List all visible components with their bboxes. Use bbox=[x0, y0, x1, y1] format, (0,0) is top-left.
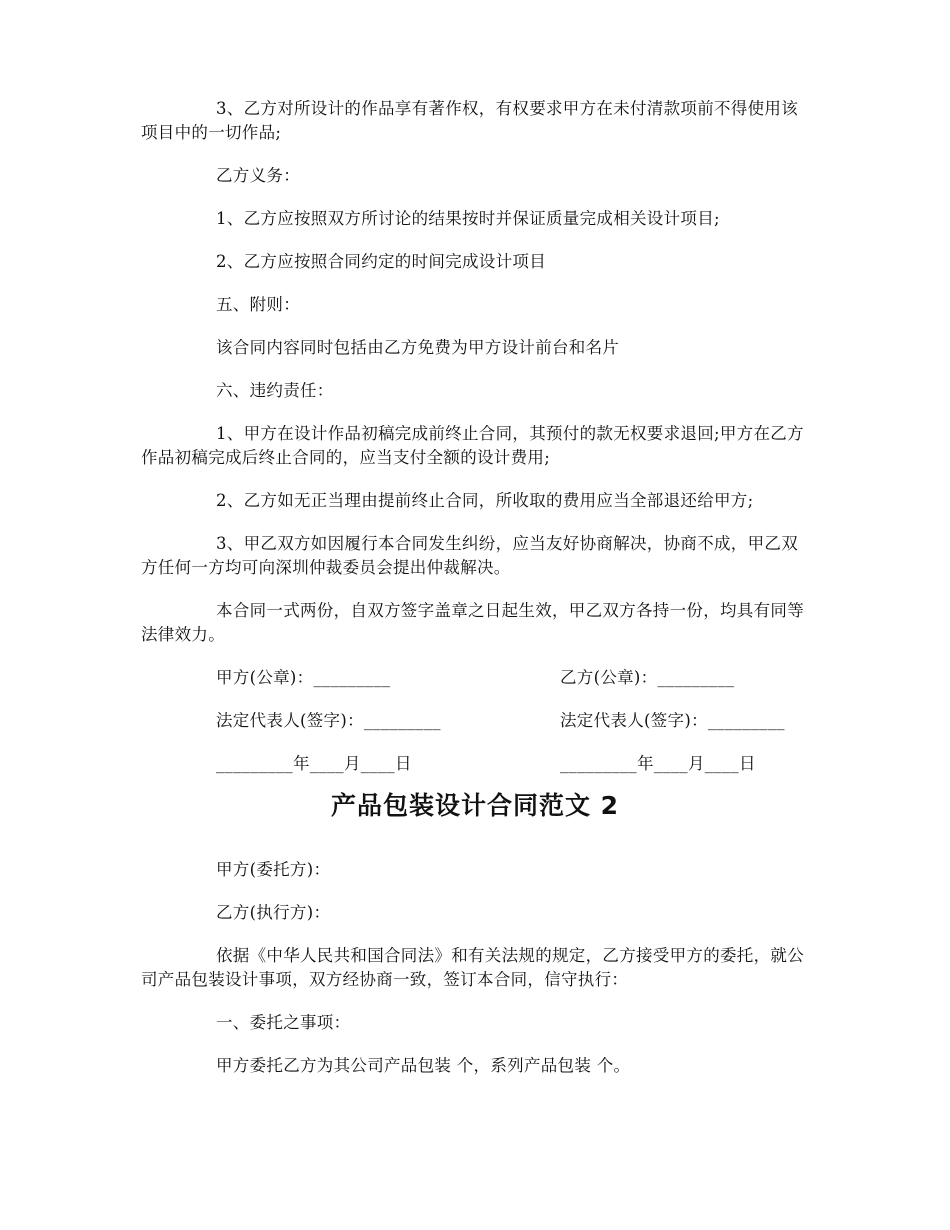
paragraph-legal-basis: 依据《中华人民共和国合同法》和有关法规的规定，乙方接受甲方的委托，就公司产品包装设计事项，双方经协商一致，签订本合同，信守执行： bbox=[141, 946, 804, 989]
party-b-representative-line: 法定代表人(签字)：_________ bbox=[560, 711, 785, 730]
paragraph-effectiveness: 本合同一式两份，自双方签字盖章之日起生效，甲乙双方各持一份，均具有同等法律效力。 bbox=[141, 601, 804, 644]
paragraph-obligation-1: 1、乙方应按照双方所讨论的结果按时并保证质量完成相关设计项目; bbox=[216, 209, 720, 228]
paragraph-party-b-executor: 乙方(执行方)： bbox=[216, 903, 331, 922]
party-a-seal-line: 甲方(公章)：_________ bbox=[216, 668, 391, 687]
paragraph-breach-3: 3、甲乙双方如因履行本合同发生纠纷，应当友好协商解决，协商不成，甲乙双方任何一方均可向深圳仲裁委员会提出仲裁解决。 bbox=[141, 534, 798, 577]
heading-party-b-obligations: 乙方义务： bbox=[216, 166, 300, 185]
section-title: 产品包装设计合同范文 2 bbox=[330, 791, 620, 820]
party-b-seal-line: 乙方(公章)：_________ bbox=[560, 668, 735, 687]
paragraph-entrusted-matters: 甲方委托乙方为其公司产品包装 个，系列产品包装 个。 bbox=[216, 1056, 631, 1075]
paragraph-breach-1: 1、甲方在设计作品初稿完成前终止合同，其预付的款无权要求退回;甲方在乙方作品初稿完成后终止合同的，应当支付全额的设计费用; bbox=[141, 424, 804, 467]
party-b-date-line: _________年____月____日 bbox=[560, 754, 756, 773]
heading-supplementary: 五、附则： bbox=[216, 295, 300, 314]
party-a-representative-line: 法定代表人(签字)：_________ bbox=[216, 711, 441, 730]
heading-breach-liability: 六、违约责任： bbox=[216, 381, 334, 400]
paragraph-party-a-client: 甲方(委托方)： bbox=[216, 860, 331, 879]
paragraph-obligation-2: 2、乙方应按照合同约定的时间完成设计项目 bbox=[216, 252, 546, 271]
party-a-date-line: _________年____月____日 bbox=[216, 754, 412, 773]
paragraph-supplementary: 该合同内容同时包括由乙方免费为甲方设计前台和名片 bbox=[216, 338, 620, 357]
paragraph-copyright: 3、乙方对所设计的作品享有著作权，有权要求甲方在未付清款项前不得使用该项目中的一切作品; bbox=[141, 99, 798, 142]
heading-entrusted-matters: 一、委托之事项： bbox=[216, 1013, 351, 1032]
paragraph-breach-2: 2、乙方如无正当理由提前终止合同，所收取的费用应当全部退还给甲方; bbox=[216, 491, 754, 510]
